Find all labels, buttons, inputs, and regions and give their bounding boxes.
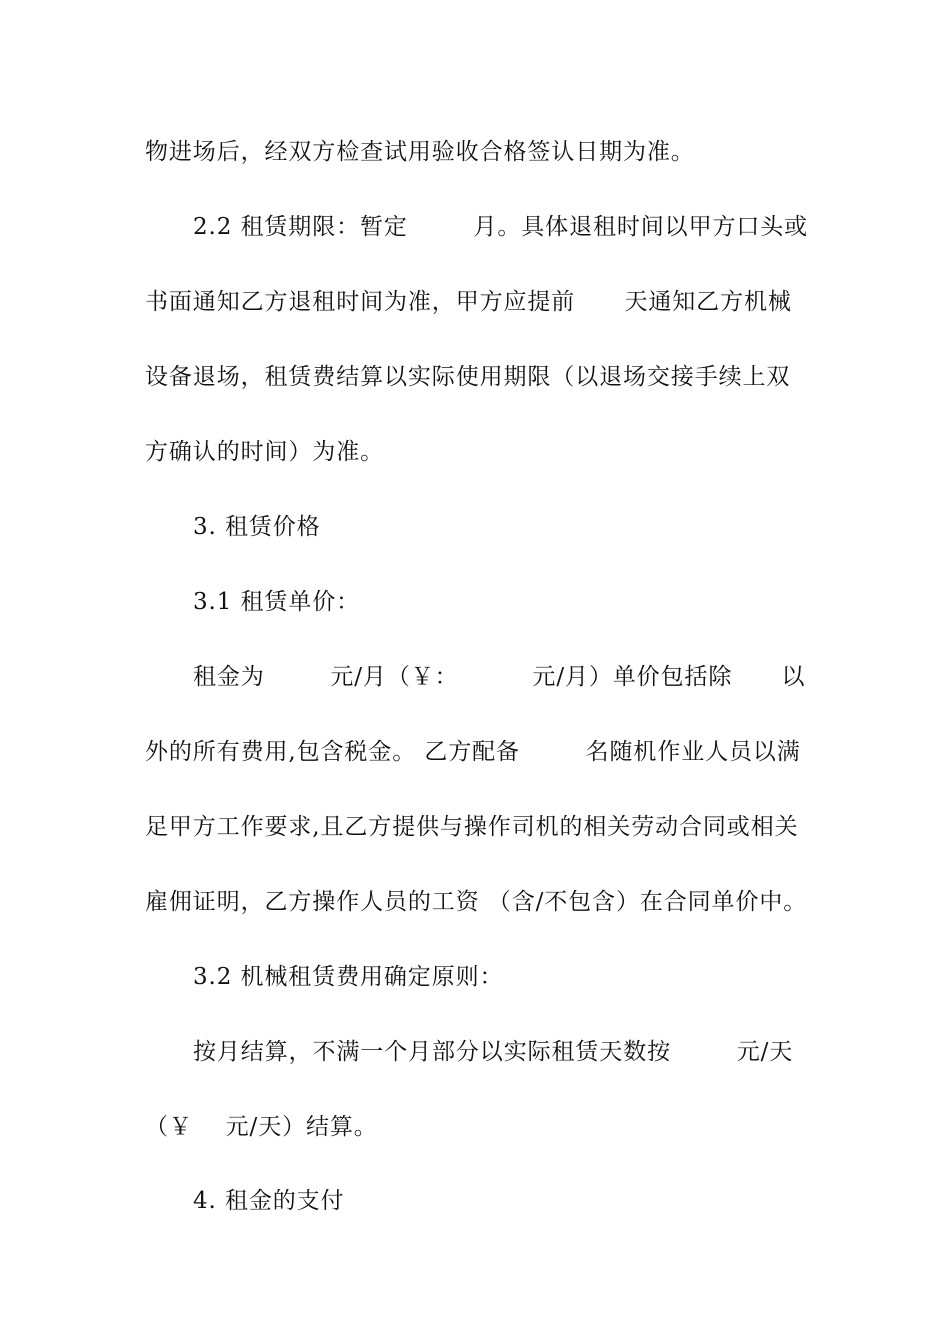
section-4-heading: 4. 租金的支付 [193, 1188, 345, 1214]
clause-2-2-line-4: 方确认的时间）为准。 [145, 439, 384, 465]
clause-2-2-line-1: 2.2 租赁期限：暂定 月。具体退租时间以甲方口头或 [193, 214, 809, 240]
section-3-heading: 3. 租赁价格 [193, 514, 321, 540]
clause-2-2-line-2: 书面通知乙方退租时间为准，甲方应提前 天通知乙方机械 [145, 289, 792, 315]
clause-3-2-line-1: 按月结算，不满一个月部分以实际租赁天数按 元/天 [193, 1039, 794, 1065]
text-line-1: 物进场后，经双方检查试用验收合格签认日期为准。 [145, 139, 695, 165]
clause-3-1-line-2: 外的所有费用,包含税金。 乙方配备 名随机作业人员以满 [145, 739, 801, 765]
clause-3-1-line-3: 足甲方工作要求,且乙方提供与操作司机的相关劳动合同或相关 [145, 814, 799, 840]
clause-3-1-line-4: 雇佣证明，乙方操作人员的工资 （含/不包含）在合同单价中。 [145, 889, 808, 915]
clause-3-1-heading: 3.1 租赁单价： [193, 589, 360, 615]
clause-3-2-line-2: （￥ 元/天）结算。 [145, 1114, 378, 1140]
clause-2-2-line-3: 设备退场，租赁费结算以实际使用期限（以退场交接手续上双 [145, 364, 791, 390]
clause-3-2-heading: 3.2 机械租赁费用确定原则： [193, 964, 504, 990]
clause-3-1-line-1: 租金为 元/月（￥： 元/月）单价包括除 以 [193, 664, 806, 690]
